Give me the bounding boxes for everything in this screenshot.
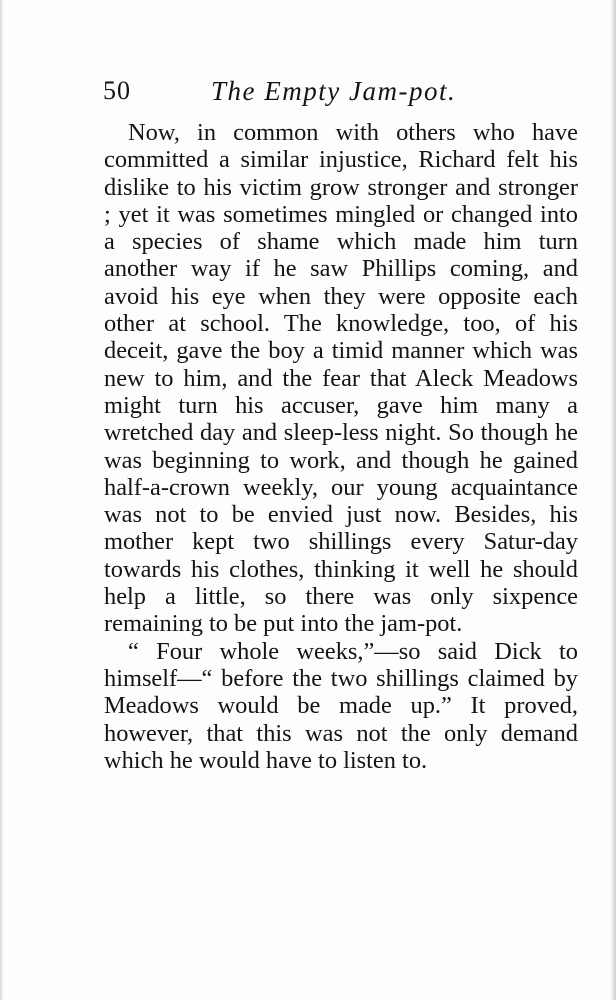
running-title: The Empty Jam-pot.	[211, 76, 457, 106]
running-header	[103, 72, 503, 112]
page-edge-right	[611, 0, 616, 1000]
page-edge-left	[0, 0, 3, 1000]
paragraph-1: Now, in common with others who have committed a similar injustice, Richard felt his dislike to his victim grow stronger and stronger ; yet it was sometimes mingled or changed into a species of shame which made him turn another way if he saw Phillips coming, and avoid his eye when they were opposite each other at school. The knowledge, too, of his deceit, gave the boy a timid manner which was new to him, and the fear that Aleck Meadows might turn his accuser, gave him many a wretched day and sleep-less night. So though he was beginning to work, and though he gained half-a-crown weekly, our young acquaintance was not to be envied just now. Besides, his mother kept two shillings every Satur-day towards his clothes, thinking it well he should help a little, so there was only sixpence remaining to be put into the jam-pot.	[104, 119, 578, 638]
page-number: 50	[103, 76, 131, 105]
paragraph-2: “ Four whole weeks,”—so said Dick to himself—“ before the two shillings claimed by Meadows would be made up.” It proved, however, that this was not the only demand which he would have to listen to.	[104, 637, 578, 774]
body-text	[104, 119, 578, 774]
